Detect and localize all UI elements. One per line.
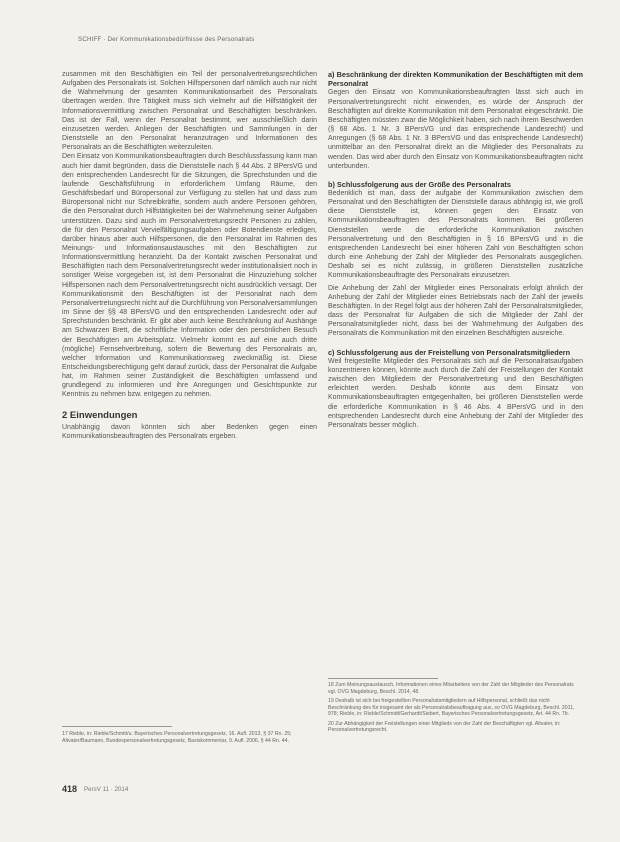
- subsection-heading: c) Schlussfolgerung aus der Freistellung von Personalratsmitgliedern: [328, 347, 571, 357]
- footnotes-right: [328, 682, 583, 737]
- body-paragraph: Die Anhebung der Zahl der Mitglieder eines Personalrats erfolgt ähnlich der Anhebung der Zahl der Mitglieder eines Betriebsrats nach der Zahl der jeweils Beschäftigten. In der Regel folgt aus der höheren Zahl der Personalratsmitglieder, dass der Personalrat für Aufgaben die sich die Mitglieder der Zahl der Personalratsmitglieder nicht, dass bei der Wahrnehmung der Aufgaben des Personalrats die Kommunikation mit den einzelnen Beschäftigten ausreiche.: [328, 284, 583, 338]
- body-paragraph: Unabhängig davon könnten sich aber Bedenken gegen einen Kommunikationsbeauftragten des Personalrats ergeben.: [62, 423, 317, 440]
- left-column: [62, 70, 317, 441]
- subsection-heading: a) Beschränkung der direkten Kommunikation der Beschäftigten mit dem Personalrat: [328, 70, 583, 89]
- journal-reference: PersV 11 · 2014: [84, 786, 129, 793]
- section-heading: 2 Einwendungen: [62, 409, 138, 421]
- running-header: SCHIFF · Der Kommunikationsbedürfnisse des Personalrats: [78, 36, 255, 43]
- footnote: 18 Zum Meinungsaustausch, Informationen eines Mitarbeiters von der Zahl der Mitglieder des Personalrats vgl. OVG Magdeburg, Beschl. 2014, 48.: [328, 682, 574, 695]
- body-paragraph: zusammen mit den Beschäftigten ein Teil der personalvertretungsrechtlichen Aufgaben des Personalrats ist. Solchen Hilfspersonen darf nämlich auch nur nicht die Wahrnehmung der gesamten Kommunikationsarbeit des Personalrats übertragen werden. Ihre Tätigkeit muss sich vielmehr auf die Hilfstätigkeit der Informationsvermittlung zwischen Personalrat und Beschäftigten beschränken. Das ist der Fall, wenn der Personalrat bestimmt, wer ausschließlich darin einzusetzen werden. Anliegen der Beschäftigten und Sammlungen in der Dienststelle an den Personalrat heranzutragen und Informationen des Personalrats an die Beschäftigten weiterzuleiten.: [62, 71, 317, 152]
- body-paragraph: Weil freigestellte Mitglieder des Personalrats sich auf die Personalratsaufgaben konzentrieren können, könnte auch durch die Zahl der Freistellungen der Kontakt zwischen den Mitgliedern der Personalvertretung und den Beschäftigten erleichtert werden. Deshalb könnte aus dem Einsatz von Kommunikationsbeauftragten entgegenhalten, bei größeren Dienststellen werde die erforderliche Kommunikation in § 46 Abs. 4 BPersVG und in den entsprechenden Landesrecht durch eine Anhebung der Zahl der Mitglieder des Personalrats besser möglich.: [328, 357, 583, 429]
- body-paragraph: Bedenklich ist man, dass der aufgabe der Kommunikation zwischen dem Personalrat und den Beschäftigten der Dienststelle daraus abhängig ist, wie groß diese Dienststelle ist, können gegen den Einsatz von Kommunikationsbeauftragten des Personalrats kommen. Bei größeren Dienststellen werde die erforderliche Kommunikation zwischen Personalvertretung und den Beschäftigten in § 16 BPersVG und in die entsprechenden Landesrecht bei einer höheren Zahl von Beschäftigten schon durch eine Anhebung der Zahl der Mitglieder des Personalrats ausgeglichen. Deshalb sei es nicht zulässig, in größeren Dienststellen zusätzliche Kommunikationsbeauftragte des Personalrats einzusetzen.: [328, 190, 583, 280]
- footnote-divider: [328, 678, 438, 679]
- footnote-divider: [62, 726, 172, 727]
- body-paragraph: Gegen den Einsatz von Kommunikationsbeauftragten lässt sich auch im Personalvertretungsrecht nicht einwenden, es würde der Anspruch der Beschäftigten auf direkte Kommunikation mit dem Personalrat eingeschränkt. Die Beschäftigten müssten zwar die Möglichkeit haben, sich nach ihrem Beschwerden (§ 68 Abs. 1 Nr. 3 BPersVG und das entsprechende Landesrecht) und Anregungen (§ 68 Abs. 1 Nr. 3 BPersVG und das entsprechende Landesrecht) unmittelbar an den Personalrat direkt an die Mitglieder des Personalrats zu wenden. Das wird aber durch den Einsatz von Kommunikationsbeauftragten nicht unterbunden.: [328, 89, 583, 170]
- footnote: 20 Zur Abhängigkeit der Freistellungen einer Mitglieds von der Zahl der Beschäftigten vgl. Altvater, in: Personalvertretungsrecht.: [328, 720, 561, 733]
- right-column: [328, 70, 583, 430]
- footnote: 19 Deshalb ist sich bei freigestellten Personalratsmitgliedern auf Hilfspersonal, schließt das nicht Beschränkung des für insgesamt der als Personalratsbeauftragung aus, so OVG Magdeburg, Beschl. 2011, 978; Rieble, in: Rieble/Schmidt/Gerhardt/Siebert, Bayerisches Personalvertretungsgesetz, Art. 44 Rn. 7b.: [328, 698, 575, 717]
- footnote: 17 Rieble, in: Rieble/Schmitt/u. Bayerisches Personalvertretungsgesetz, 16. Aufl. 2013, § 37 Rn. 25; Altvater/Baumann, Bundespersonalvertretungsgesetz, Basiskommentar, 9. Aufl. 2006, § 44 Rn. 44.: [62, 731, 292, 744]
- subsection-heading: b) Schlussfolgerung aus der Größe des Personalrats: [328, 179, 511, 189]
- footnotes-left: [62, 731, 317, 747]
- body-paragraph: Den Einsatz von Kommunikationsbeauftragten durch Beschlussfassung kann man auch hier damit begründen, dass die Dienststelle nach § 44 Abs. 2 BPersVG und den entsprechenden Landesrecht für die Sitzungen, die Sprechstunden und die laufende Geschäftsführung in erforderlichem Umfang Räume, den Geschäftsbedarf und Büropersonal zur Verfügung zu stellen hat und dass zum Büropersonal nicht nur Schreibkräfte, sondern auch andere Personen gehören, die den Personalrat durch Hilfstätigkeiten bei der Wahrnehmung seiner Aufgaben unterstützen. Dazu sind auch im Personalvertretungsrecht Personen zu zählen, die für den Personalrat Vervielfältigungsaufgaben oder Botendienste erledigen, darüber hinaus aber auch Hilfspersonen, die den Personalrat im Rahmen des Meinungs- und Informationsaustausches mit den Beschäftigten zur Informationsvermittlung heranzieht. Da der Kontakt zwischen Personalrat und Beschäftigten nach dem Personalvertretungsrecht weder institutionalisiert noch in sonstiger Weise vorgegeben ist, ist dem Personalrat die Hinzuziehung solcher Hilfspersonen nach dem Personalvertretungsrecht nicht ausdrücklich versagt. Der Kommunikationsmit den Beschäftigten ist der Personalrat nach dem Personalvertretungsrecht nicht auf die Durchführung von Personalversammlungen im Sinne der §§ 48 BPersVG und den entsprechenden Landesrecht oder auf Sprechstunden beschränkt. Er gibt aber auch keine Beschränkung auf Aushänge am Schwarzen Brett, die schriftliche Information oder den persönlichen Besuch der Beschäftigten am Arbeitsplatz. Vielmehr kommt es auf eine auch dritte (mögliche) Fernsehverbreitung, sofern die Bewertung des Personalrats an, welcher Information und Kommunikationsweg zweckmäßig ist. Diese Entscheidungsberechtigung geht darauf zurück, dass der Personalrat die Aufgabe hat, im Rahmen seiner Zuständigkeit die Beschäftigten umfassend und grundlegend zu informieren und ihre Anregungen und Gesichtspunkte zur Kenntnis zu nehmen bzw. entgegen zu nehmen.: [62, 153, 317, 399]
- page-number: 418: [62, 784, 78, 794]
